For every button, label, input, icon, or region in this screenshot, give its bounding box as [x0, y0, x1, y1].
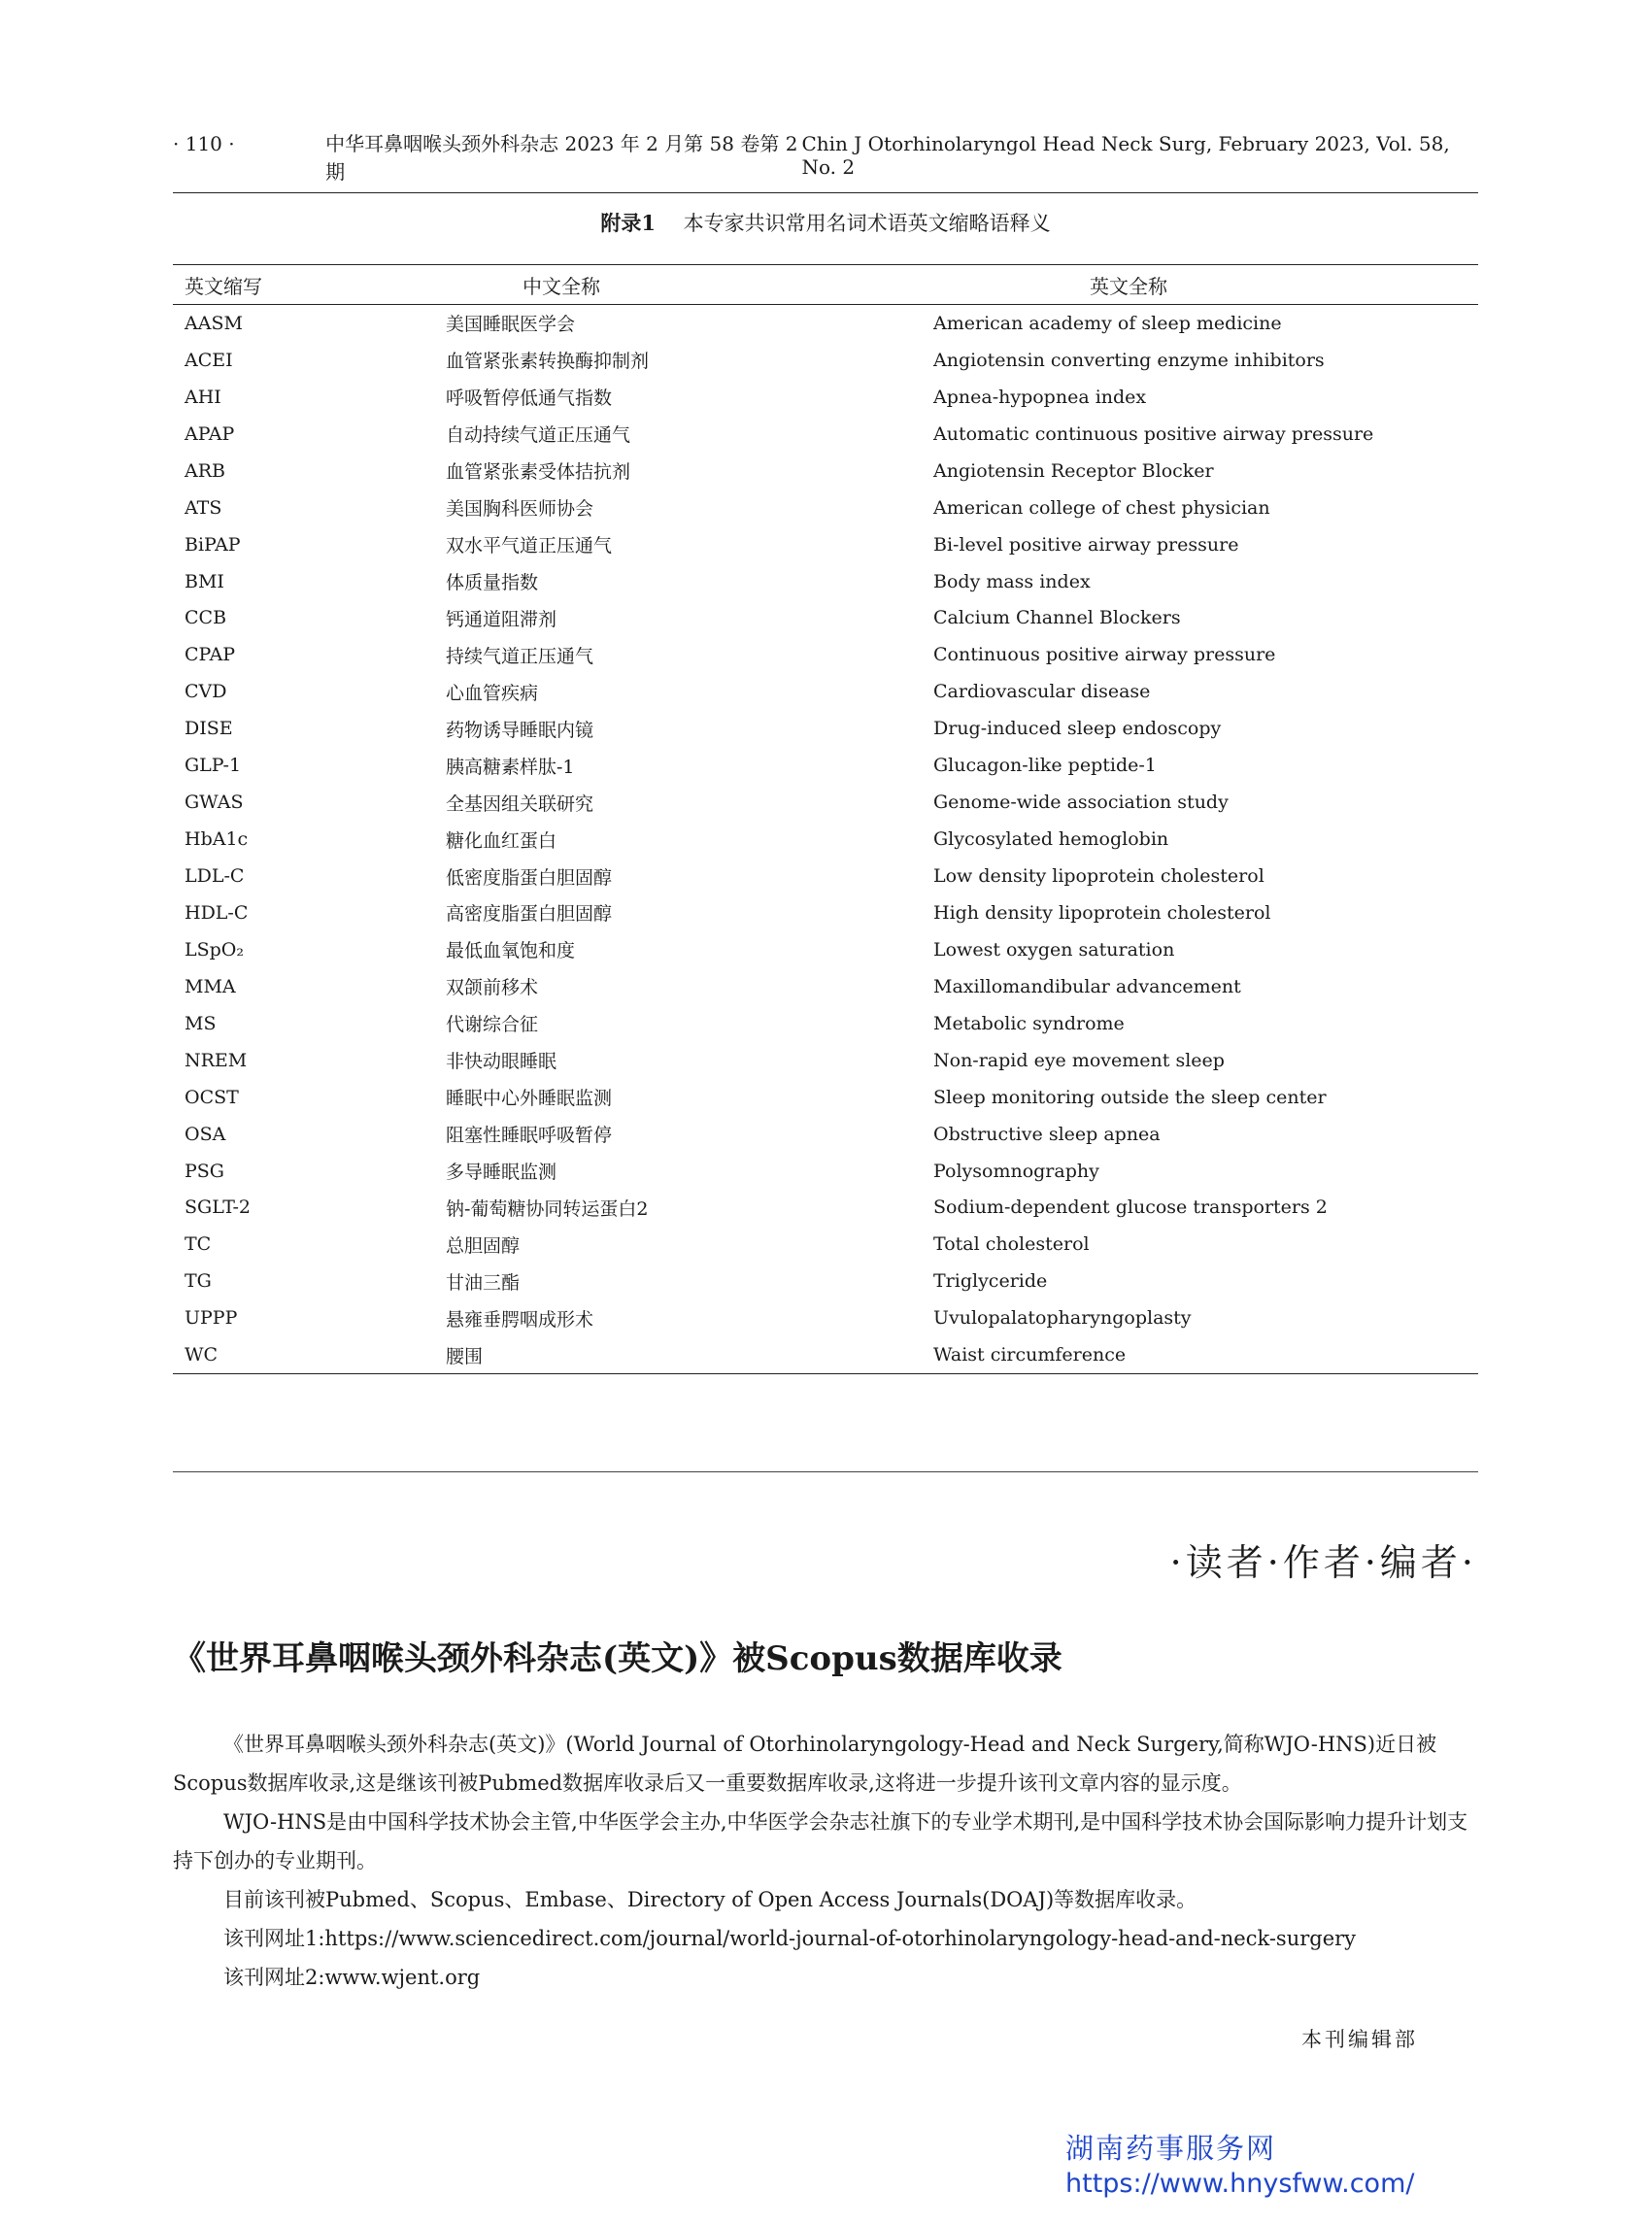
chinese-name-cell: 悬雍垂腭咽成形术: [446, 1308, 594, 1331]
table-row: [173, 1116, 1478, 1153]
chinese-name-cell: 药物诱导睡眠内镜: [446, 719, 594, 741]
table-header-row: [173, 265, 1478, 305]
running-header: [173, 128, 1478, 193]
english-name-cell: Low density lipoprotein cholesterol: [933, 865, 1264, 888]
abbreviation-cell: DISE: [185, 718, 233, 740]
table-row: [173, 673, 1478, 710]
abbreviation-cell: APAP: [185, 422, 235, 445]
chinese-name-cell: 双颌前移术: [446, 977, 539, 999]
chinese-name-cell: 美国胸科医师协会: [446, 498, 594, 521]
table-row: [173, 784, 1478, 821]
chinese-name-cell: 腰围: [446, 1345, 484, 1367]
chinese-name-cell: 钠-葡萄糖协同转运蛋白2: [446, 1197, 649, 1220]
table-row: [173, 342, 1478, 379]
table-row: [173, 1190, 1478, 1227]
chinese-name-cell: 体质量指数: [446, 572, 539, 594]
english-name-cell: Waist circumference: [933, 1344, 1127, 1366]
watermark-name: 湖南药事服务网: [1065, 2132, 1277, 2165]
abbreviation-cell: OCST: [185, 1086, 239, 1108]
journal-title-cn: 中华耳鼻咽喉头颈外科杂志 2023 年 2 月第 58 卷第 2 期: [325, 132, 798, 184]
table-row: [173, 600, 1478, 637]
column-header-chinese: 中文全称: [446, 265, 933, 305]
english-name-cell: Maxillomandibular advancement: [933, 975, 1241, 997]
english-name-cell: Metabolic syndrome: [933, 1012, 1125, 1034]
english-name-cell: Genome-wide association study: [933, 792, 1229, 814]
table-row: [173, 1005, 1478, 1042]
table-row: [173, 1042, 1478, 1079]
english-name-cell: Angiotensin Receptor Blocker: [933, 459, 1214, 482]
chinese-name-cell: 代谢综合征: [446, 1014, 539, 1036]
abbreviation-cell: ACEI: [185, 349, 233, 371]
table-caption: [173, 208, 1478, 237]
english-name-cell: Obstructive sleep apnea: [933, 1123, 1161, 1145]
abbreviation-cell: LSpO₂: [185, 938, 244, 961]
abbreviation-cell: GWAS: [185, 792, 244, 814]
table-row: [173, 894, 1478, 931]
english-name-cell: Sodium-dependent glucose transporters 2: [933, 1197, 1328, 1219]
abbreviation-cell: NREM: [185, 1049, 248, 1071]
chinese-name-cell: 多导睡眠监测: [446, 1162, 557, 1184]
english-name-cell: Glucagon-like peptide-1: [933, 755, 1157, 777]
table-title: 本专家共识常用名词术语英文缩略语释义: [683, 212, 1051, 235]
english-name-cell: Sleep monitoring outside the sleep center: [933, 1086, 1327, 1108]
table-row: [173, 1153, 1478, 1190]
section-divider: [173, 1471, 1478, 1472]
english-name-cell: Polysomnography: [933, 1160, 1099, 1182]
english-name-cell: American college of chest physician: [933, 496, 1270, 519]
table-row: [173, 858, 1478, 894]
english-name-cell: Apnea-hypopnea index: [933, 386, 1147, 408]
chinese-name-cell: 低密度脂蛋白胆固醇: [446, 866, 613, 889]
chinese-name-cell: 高密度脂蛋白胆固醇: [446, 903, 613, 926]
table-row: [173, 636, 1478, 673]
english-name-cell: Cardiovascular disease: [933, 681, 1151, 703]
english-name-cell: Total cholesterol: [933, 1233, 1090, 1256]
abbreviation-cell: LDL-C: [185, 865, 245, 888]
chinese-name-cell: 糖化血红蛋白: [446, 829, 557, 852]
table-row: [173, 453, 1478, 489]
english-name-cell: Automatic continuous positive airway pressure: [933, 422, 1374, 445]
abbreviation-cell: CVD: [185, 681, 227, 703]
english-name-cell: Non-rapid eye movement sleep: [933, 1049, 1225, 1071]
table-row: [173, 526, 1478, 563]
chinese-name-cell: 钙通道阻滞剂: [446, 608, 557, 630]
chinese-name-cell: 自动持续气道正压通气: [446, 424, 631, 447]
english-name-cell: Angiotensin converting enzyme inhibitors: [933, 349, 1325, 371]
abbreviation-cell: PSG: [185, 1160, 224, 1182]
english-name-cell: Calcium Channel Blockers: [933, 607, 1181, 629]
abbreviation-cell: TG: [185, 1270, 212, 1293]
table-row: [173, 489, 1478, 526]
notice-paragraph: WJO-HNS是由中国科学技术协会主管,中华医学会主办,中华医学会杂志社旗下的专业学术期刊,是中国科学技术协会国际影响力提升计划支持下创办的专业期刊。: [173, 1810, 1468, 1872]
table-row: [173, 379, 1478, 416]
chinese-name-cell: 血管紧张素受体拮抗剂: [446, 461, 631, 484]
chinese-name-cell: 总胆固醇: [446, 1234, 521, 1257]
abbreviation-cell: BMI: [185, 570, 224, 592]
abbreviation-cell: MS: [185, 1012, 217, 1034]
english-name-cell: Bi-level positive airway pressure: [933, 533, 1239, 556]
notice-paragraph: 该刊网址2:www.wjent.org: [223, 1966, 481, 1989]
watermark-url: https://www.hnysfww.com/: [1065, 2169, 1415, 2199]
abbreviation-cell: OSA: [185, 1123, 226, 1145]
abbreviation-cell: GLP-1: [185, 755, 242, 777]
page-number: · 110 ·: [173, 132, 235, 155]
abbreviation-cell: BiPAP: [185, 533, 241, 556]
notice-paragraph: 该刊网址1:https://www.sciencedirect.com/journal/world-journal-of-otorhinolaryngology-head-and-neck-surgery: [223, 1927, 1357, 1950]
table-label: 附录1: [600, 211, 656, 235]
table-row: [173, 968, 1478, 1005]
table-row: [173, 931, 1478, 968]
abbreviation-cell: AASM: [185, 312, 243, 334]
site-watermark: [1065, 2127, 1414, 2199]
table-row: [173, 1226, 1478, 1263]
english-name-cell: High density lipoprotein cholesterol: [933, 901, 1271, 924]
table-body: [173, 305, 1478, 1374]
table-row: [173, 1336, 1478, 1373]
english-name-cell: Lowest oxygen saturation: [933, 938, 1175, 961]
chinese-name-cell: 呼吸暂停低通气指数: [446, 388, 613, 410]
table-row: [173, 710, 1478, 747]
english-name-cell: Drug-induced sleep endoscopy: [933, 718, 1222, 740]
table-row: [173, 747, 1478, 784]
notice-body: [173, 1725, 1478, 1997]
abbreviation-cell: SGLT-2: [185, 1197, 251, 1219]
abbreviation-cell: ARB: [185, 459, 225, 482]
journal-title-en: Chin J Otorhinolaryngol Head Neck Surg, February 2023, Vol. 58, No. 2: [801, 132, 1450, 179]
chinese-name-cell: 双水平气道正压通气: [446, 535, 613, 557]
abbreviation-cell: UPPP: [185, 1307, 238, 1330]
table-row: [173, 1263, 1478, 1299]
table-row: [173, 305, 1478, 342]
table-row: [173, 416, 1478, 453]
abbreviation-cell: HDL-C: [185, 901, 249, 924]
english-name-cell: Continuous positive airway pressure: [933, 644, 1276, 666]
abbreviation-cell: MMA: [185, 975, 236, 997]
chinese-name-cell: 美国睡眠医学会: [446, 314, 576, 336]
abbreviation-cell: WC: [185, 1344, 219, 1366]
abbreviation-cell: AHI: [185, 386, 221, 408]
chinese-name-cell: 心血管疾病: [446, 682, 539, 704]
abbreviation-cell: CCB: [185, 607, 227, 629]
abbreviation-table: [173, 264, 1478, 1374]
chinese-name-cell: 持续气道正压通气: [446, 645, 594, 667]
editorial-signature: 本刊编辑部: [1301, 2028, 1418, 2051]
english-name-cell: American academy of sleep medicine: [933, 312, 1282, 334]
column-header-abbreviation: 英文缩写: [173, 265, 446, 305]
notice-paragraph: 目前该刊被Pubmed、Scopus、Embase、Directory of Open Access Journals(DOAJ)等数据库收录。: [223, 1888, 1197, 1911]
chinese-name-cell: 最低血氧饱和度: [446, 940, 576, 962]
column-tag: ·读者·作者·编者·: [1169, 1541, 1477, 1584]
english-name-cell: Triglyceride: [933, 1270, 1048, 1293]
table-row: [173, 1299, 1478, 1336]
abbreviation-cell: CPAP: [185, 644, 236, 666]
table-row: [173, 1079, 1478, 1116]
abbreviation-cell: TC: [185, 1233, 212, 1256]
english-name-cell: Body mass index: [933, 570, 1091, 592]
notice-title: 《世界耳鼻咽喉头颈外科杂志(英文)》被Scopus数据库收录: [173, 1639, 1062, 1678]
table-row: [173, 821, 1478, 858]
column-header-english: 英文全称: [933, 265, 1478, 305]
notice-paragraph: 《世界耳鼻咽喉头颈外科杂志(英文)》(World Journal of Otorhinolaryngology-Head and Neck Surgery,简称WJO-HNS)近日被Scopus数据库收录,这是继该刊被Pubmed数据库收录后又一重要数据库收录,这将进一步提升该刊文章内容的显示度。: [173, 1733, 1437, 1795]
chinese-name-cell: 非快动眼睡眠: [446, 1051, 557, 1073]
english-name-cell: Uvulopalatopharyngoplasty: [933, 1307, 1192, 1330]
chinese-name-cell: 全基因组关联研究: [446, 792, 594, 815]
chinese-name-cell: 阻塞性睡眠呼吸暂停: [446, 1125, 613, 1147]
english-name-cell: Glycosylated hemoglobin: [933, 828, 1169, 851]
abbreviation-cell: ATS: [185, 496, 222, 519]
abbreviation-cell: HbA1c: [185, 828, 249, 851]
table-row: [173, 563, 1478, 600]
chinese-name-cell: 睡眠中心外睡眠监测: [446, 1088, 613, 1110]
chinese-name-cell: 胰高糖素样肽-1: [446, 756, 575, 778]
chinese-name-cell: 甘油三酯: [446, 1271, 521, 1294]
chinese-name-cell: 血管紧张素转换酶抑制剂: [446, 351, 650, 373]
